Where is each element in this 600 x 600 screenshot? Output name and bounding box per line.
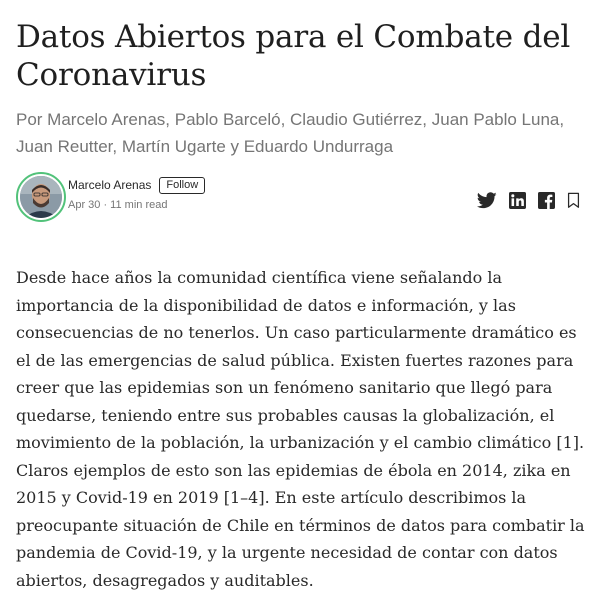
- author-photo: [20, 176, 62, 218]
- author-name[interactable]: Marcelo Arenas: [68, 178, 152, 192]
- byline: [16, 172, 590, 226]
- article-title: Datos Abiertos para el Combate del Coronavirus: [16, 19, 571, 93]
- follow-button[interactable]: Follow: [159, 177, 205, 194]
- linkedin-icon[interactable]: [509, 192, 526, 209]
- date-read-time: Apr 30 · 11 min read: [68, 199, 168, 211]
- author-photo-icon: [20, 176, 62, 218]
- author-row: [68, 176, 205, 194]
- article-body: Desde hace años la comunidad científica viene señalando la importancia de la disponibilidad de datos e información, y las consecuencias de no tenerlos. Un caso particularmente dramático es el de las emergencias de salud pública. Existen fuertes razones para creer que las epidemias son un fenómeno sanitario que llegó para quedarse, teniendo entre sus probables causas la globalización, el movimiento de la población, la urbanización y el cambio climático [1]. Claros ejemplos de esto son las epidemias de ébola en 2014, zika en 2015 y Covid-19 en 2019 [1–4]. En este artículo describimos la preocupante situación de Chile en términos de datos para combatir la pandemia de Covid-19, y la urgente necesidad de contar con datos abiertos, desagregados y auditables.: [16, 268, 585, 590]
- twitter-icon[interactable]: [477, 192, 497, 209]
- bookmark-icon[interactable]: [567, 192, 580, 209]
- facebook-icon[interactable]: [538, 192, 555, 209]
- avatar[interactable]: [16, 172, 66, 222]
- author-meta: [68, 176, 205, 211]
- article-subtitle: Por Marcelo Arenas, Pablo Barceló, Claudio Gutiérrez, Juan Pablo Luna, Juan Reutter, Martín Ugarte y Eduardo Undurraga: [16, 110, 565, 156]
- article: [16, 18, 590, 594]
- share-bar: [477, 192, 580, 209]
